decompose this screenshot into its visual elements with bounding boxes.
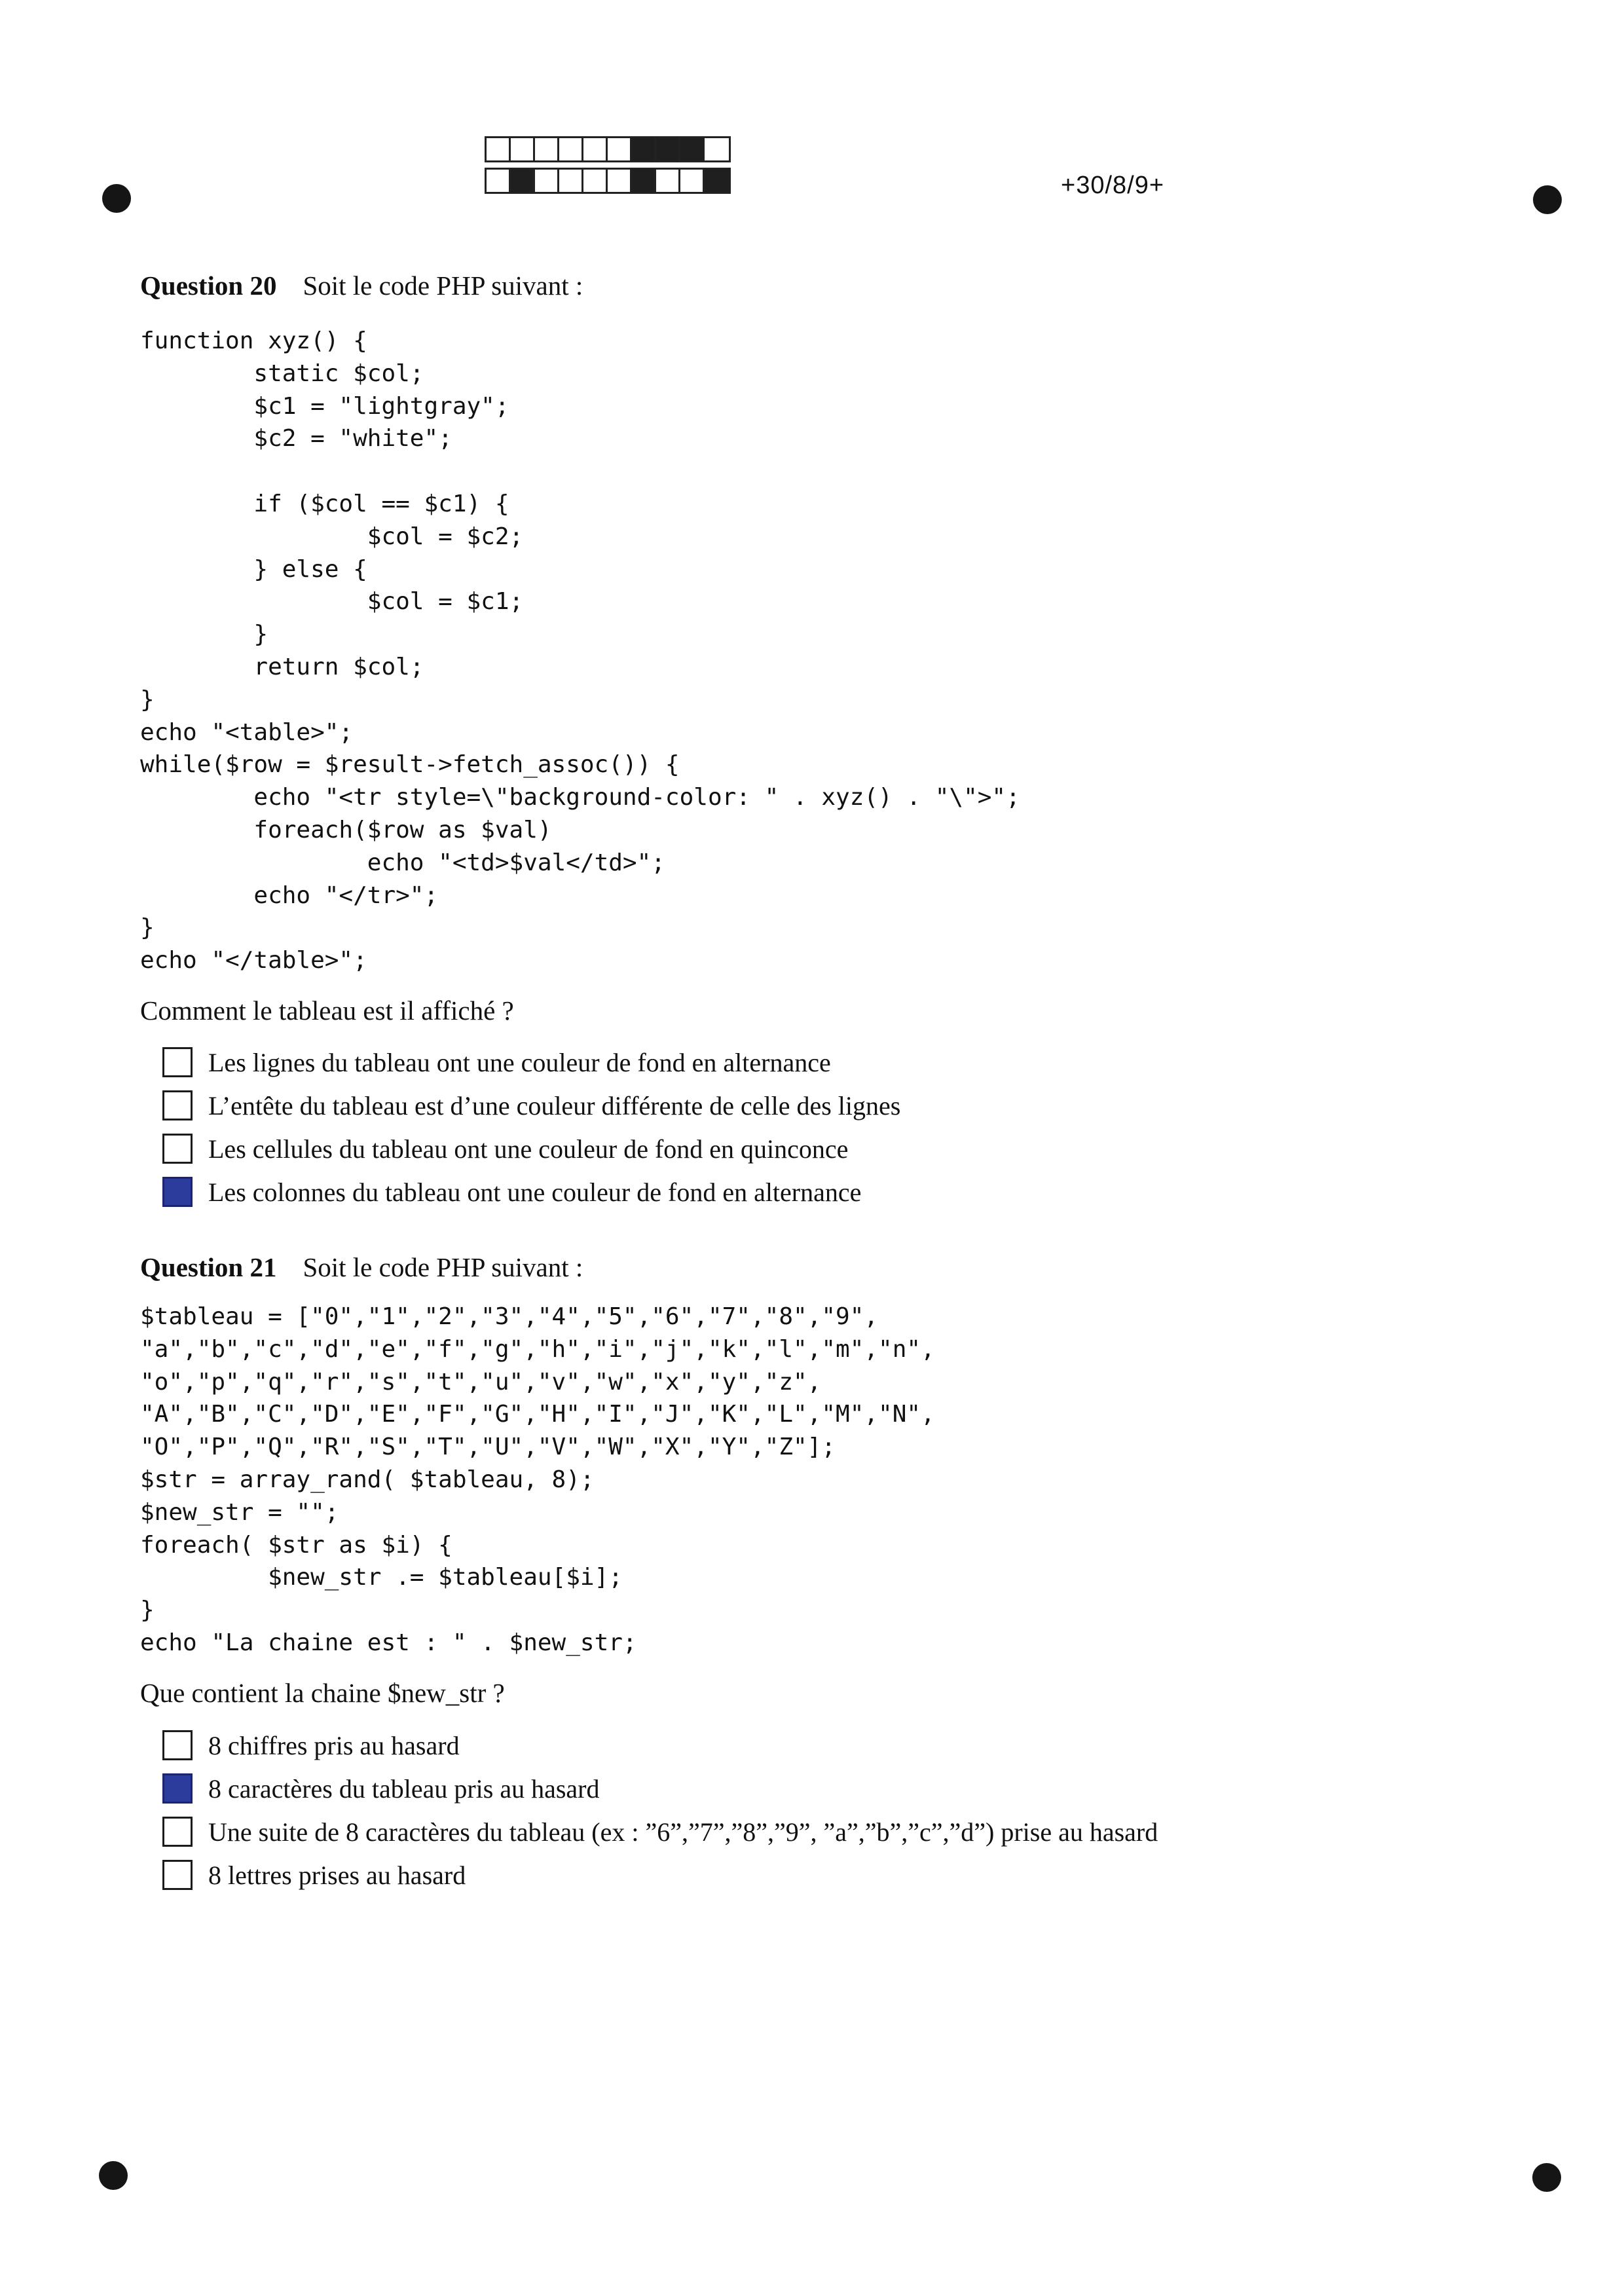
barcode-cell	[656, 170, 680, 192]
barcode-cell	[632, 138, 656, 160]
barcode-cell	[705, 138, 729, 160]
corner-mark-top-left	[102, 184, 131, 213]
barcode-cell	[583, 170, 608, 192]
question-20-heading	[140, 270, 583, 301]
answer-text: 8 caractères du tableau pris au hasard	[208, 1773, 600, 1804]
question-label: Question 20	[140, 270, 277, 301]
answer-option[interactable]	[162, 1084, 900, 1127]
barcode-cell	[705, 170, 729, 192]
barcode-cell	[608, 138, 632, 160]
answer-text: L’entête du tableau est d’une couleur différente de celle des lignes	[208, 1090, 901, 1120]
answer-checkbox[interactable]	[162, 1090, 193, 1120]
barcode-cell	[656, 138, 680, 160]
barcode-cell	[487, 170, 511, 192]
barcode-cell	[511, 170, 535, 192]
question-prompt: Comment le tableau est il affiché ?	[140, 995, 514, 1026]
code-block: $tableau = ["0","1","2","3","4","5","6","7","8","9", "a","b","c","d","e","f","g","h","i","j","k","l","m","n", "o","p","q","r","s","t","u","v","w","x","y","z", "A","B","C","D","E","F","G","H","I","J","K","L","M","N", "O","P","Q","R","S","T","U","V","W","X","Y","Z"]; $str = array_rand( $tableau, 8); $new_str = ""; foreach( $str as $i) { $new_str .= $tableau[$i]; } echo "La chaine est : " . $new_str;	[140, 1303, 935, 1656]
page-id: +30/8/9+	[1061, 172, 1165, 199]
barcode-cell	[559, 138, 583, 160]
answer-checkbox[interactable]	[162, 1817, 193, 1847]
answer-checkbox[interactable]	[162, 1047, 193, 1077]
answer-text: Les lignes du tableau ont une couleur de fond en alternance	[208, 1047, 831, 1077]
question-prompt: Que contient la chaine $new_str ?	[140, 1678, 505, 1708]
answer-option[interactable]	[162, 1767, 1158, 1810]
answer-option[interactable]	[162, 1810, 1158, 1853]
answer-checkbox[interactable]	[162, 1773, 193, 1804]
question-21-heading	[140, 1251, 583, 1283]
barcode-cell	[632, 170, 656, 192]
answer-option[interactable]	[162, 1724, 1158, 1767]
answer-checkbox[interactable]	[162, 1177, 193, 1207]
answer-checkbox[interactable]	[162, 1730, 193, 1760]
answer-option[interactable]	[162, 1170, 900, 1213]
corner-mark-top-right	[1533, 185, 1562, 214]
answer-checkbox[interactable]	[162, 1134, 193, 1164]
code-block: function xyz() { static $col; $c1 = "lightgray"; $c2 = "white"; if ($col == $c1) { $col = $c2; } else { $col = $c1; } return $col; } echo "<table>"; while($row = $result->fetch_assoc()) { echo "<tr style=\"background-color: " . xyz() . "\">"; foreach($row as $val) echo "<td>$val</td>"; echo "</tr>"; } echo "</table>";	[140, 327, 1020, 974]
barcode-cell	[487, 138, 511, 160]
barcode-cell	[511, 138, 535, 160]
answer-list	[162, 1041, 900, 1213]
question-intro: Soit le code PHP suivant :	[303, 1252, 583, 1282]
answer-option[interactable]	[162, 1127, 900, 1170]
barcode-cell	[535, 170, 559, 192]
barcode-cell	[559, 170, 583, 192]
barcode-cell	[608, 170, 632, 192]
question-label: Question 21	[140, 1252, 277, 1282]
corner-mark-bottom-right	[1532, 2163, 1561, 2192]
answer-text: Les cellules du tableau ont une couleur de fond en quinconce	[208, 1134, 849, 1164]
corner-mark-bottom-left	[99, 2161, 128, 2190]
barcode-row	[485, 168, 731, 194]
question-intro: Soit le code PHP suivant :	[303, 270, 583, 301]
answer-option[interactable]	[162, 1041, 900, 1084]
answer-checkbox[interactable]	[162, 1860, 193, 1890]
answer-text: Une suite de 8 caractères du tableau (ex : ”6”,”7”,”8”,”9”, ”a”,”b”,”c”,”d”) prise au hasard	[208, 1817, 1158, 1847]
barcode-row	[485, 136, 731, 162]
answer-text: Les colonnes du tableau ont une couleur de fond en alternance	[208, 1177, 862, 1207]
barcode-cell	[535, 138, 559, 160]
answer-text: 8 chiffres pris au hasard	[208, 1730, 460, 1760]
answer-option[interactable]	[162, 1853, 1158, 1897]
barcode-cell	[680, 138, 705, 160]
answer-list	[162, 1724, 1158, 1897]
barcode-cell	[583, 138, 608, 160]
barcode-cell	[680, 170, 705, 192]
answer-text: 8 lettres prises au hasard	[208, 1860, 466, 1890]
